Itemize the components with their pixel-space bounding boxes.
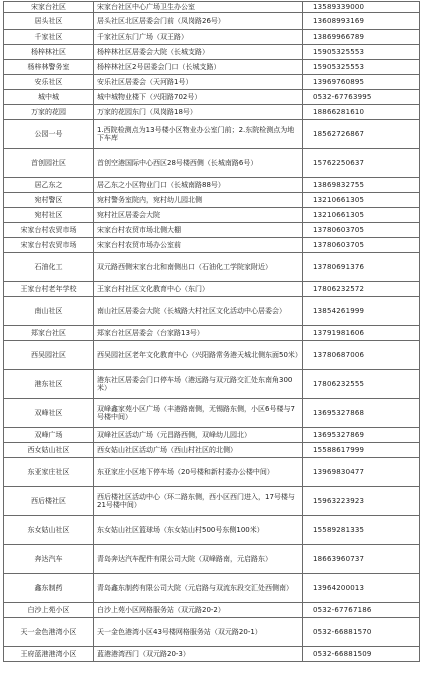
- name-cell: 南山社区: [4, 297, 94, 326]
- phone-cell: 18663960737: [303, 545, 420, 574]
- name-cell: 王府蓝港港湾小区: [4, 647, 94, 662]
- address-cell: 西后楼社区活动中心（环二路东侧，西小区西门进入，17号楼与21号楼中间）: [94, 487, 303, 516]
- phone-cell: 13589339000: [303, 2, 420, 13]
- address-cell: 宋家台村农贸市场办公室前: [94, 238, 303, 253]
- name-cell: 白沙上苑小区: [4, 603, 94, 618]
- table-row: [4, 574, 420, 603]
- address-cell: 天一金色港湾小区43号楼网格服务站（双元路20-1）: [94, 618, 303, 647]
- address-cell: 居乙东之小区物业门口（长城南路88号）: [94, 178, 303, 193]
- address-cell: 首创空港国际中心西区28号楼西侧（长城南路6号）: [94, 149, 303, 178]
- phone-cell: 15905325553: [303, 45, 420, 60]
- phone-cell: 13695327868: [303, 399, 420, 428]
- phone-cell: 13854261999: [303, 297, 420, 326]
- name-cell: 郑家台社区: [4, 326, 94, 341]
- address-cell: 西吴园社区老年文化教育中心（兴阳路常务港天城北侧东面50米）: [94, 341, 303, 370]
- name-cell: 双峰广场: [4, 428, 94, 443]
- table-row: [4, 193, 420, 208]
- name-cell: 居乙东之: [4, 178, 94, 193]
- table-row: [4, 341, 420, 370]
- address-cell: 东亚家庄小区地下停车场（20号楼和新村委办公楼中间）: [94, 458, 303, 487]
- name-cell: 双峰社区: [4, 399, 94, 428]
- phone-cell: 13791981606: [303, 326, 420, 341]
- table-row: [4, 603, 420, 618]
- table-row: [4, 208, 420, 223]
- address-cell: 万家的花园东门（凤岗路18号）: [94, 105, 303, 120]
- address-cell: 居头社区北区居委会门前（凤岗路26号）: [94, 13, 303, 30]
- address-cell: 青岛鑫东制药有限公司大院（元启路与双流东段交汇处西侧南）: [94, 574, 303, 603]
- name-cell: 居头社区: [4, 13, 94, 30]
- phone-cell: 13869966789: [303, 30, 420, 45]
- phone-cell: 17806232555: [303, 370, 420, 399]
- phone-cell: 13969760895: [303, 75, 420, 90]
- address-cell: 青岛奔达汽车配件有限公司大院（双峰路南，元启路东）: [94, 545, 303, 574]
- name-cell: 鑫东制药: [4, 574, 94, 603]
- phone-cell: 15589281335: [303, 516, 420, 545]
- table-row: [4, 647, 420, 662]
- table-row: [4, 297, 420, 326]
- name-cell: 宋家台村农贸市场: [4, 223, 94, 238]
- table-row: [4, 443, 420, 458]
- table-row: [4, 253, 420, 282]
- address-cell: 双峰社区活动广场（元昌路西侧，双峰幼儿园北）: [94, 428, 303, 443]
- phone-cell: 13608993169: [303, 13, 420, 30]
- name-cell: 港东社区: [4, 370, 94, 399]
- address-cell: 双元路西侧宋家台北和南侧出口（石油化工学院家附近）: [94, 253, 303, 282]
- phone-cell: 15905325553: [303, 60, 420, 75]
- table-row: [4, 545, 420, 574]
- table-row: [4, 90, 420, 105]
- table-row: [4, 618, 420, 647]
- phone-cell: 15762250637: [303, 149, 420, 178]
- testing-sites-table: [3, 1, 420, 662]
- phone-cell: 13869832755: [303, 178, 420, 193]
- phone-cell: 0532-66881570: [303, 618, 420, 647]
- phone-cell: 13780687006: [303, 341, 420, 370]
- phone-cell: 18562726867: [303, 120, 420, 149]
- name-cell: 公园一号: [4, 120, 94, 149]
- address-cell: 王家台村社区文化教育中心（东门）: [94, 282, 303, 297]
- address-cell: 杨梓林社区2号居委会门口（长城支路）: [94, 60, 303, 75]
- name-cell: 城中城: [4, 90, 94, 105]
- name-cell: 天一金色港湾小区: [4, 618, 94, 647]
- table-row: [4, 399, 420, 428]
- address-cell: 1.西院检测点为13号楼小区物业办公室门前；2.东院检测点为地下车库: [94, 120, 303, 149]
- phone-cell: 17806232572: [303, 282, 420, 297]
- address-cell: 东女姑山社区篮球场（东女姑山村500号东侧100米）: [94, 516, 303, 545]
- address-cell: 宋家台社区中心广场卫生办公室: [94, 2, 303, 13]
- phone-cell: 13210661305: [303, 208, 420, 223]
- table-row: [4, 30, 420, 45]
- phone-cell: 0532-67767186: [303, 603, 420, 618]
- address-cell: 宋家台村农贸市场北侧大棚: [94, 223, 303, 238]
- table-row: [4, 458, 420, 487]
- table-row: [4, 487, 420, 516]
- phone-cell: 13969830477: [303, 458, 420, 487]
- name-cell: 宛村警区: [4, 193, 94, 208]
- table-row: [4, 149, 420, 178]
- name-cell: 西后楼社区: [4, 487, 94, 516]
- table-row: [4, 75, 420, 90]
- table-row: [4, 370, 420, 399]
- phone-cell: 13780691376: [303, 253, 420, 282]
- name-cell: 奔达汽车: [4, 545, 94, 574]
- table-row: [4, 2, 420, 13]
- name-cell: 杨梓林社区: [4, 45, 94, 60]
- phone-cell: 15963223923: [303, 487, 420, 516]
- table-body: [4, 2, 420, 662]
- address-cell: 千家社区东门广场（双王路）: [94, 30, 303, 45]
- table-row: [4, 223, 420, 238]
- table-row: [4, 60, 420, 75]
- address-cell: 郑家台社区居委会（台家路13号）: [94, 326, 303, 341]
- name-cell: 西女姑山社区: [4, 443, 94, 458]
- address-cell: 宛村警务室院内，宛村幼儿园北侧: [94, 193, 303, 208]
- phone-cell: 13964200013: [303, 574, 420, 603]
- phone-cell: 0532-66881509: [303, 647, 420, 662]
- table-row: [4, 282, 420, 297]
- table-row: [4, 120, 420, 149]
- address-cell: 蓝港港湾西门（双元路20-3）: [94, 647, 303, 662]
- name-cell: 东女姑山社区: [4, 516, 94, 545]
- phone-cell: 15588617999: [303, 443, 420, 458]
- name-cell: 安乐社区: [4, 75, 94, 90]
- name-cell: 宋家台村农贸市场: [4, 238, 94, 253]
- address-cell: 安乐社区居委会（天河路1号）: [94, 75, 303, 90]
- address-cell: 双峰鑫家苑小区广场（丰港路南侧，无锡路东侧，小区6号楼与7号楼中间）: [94, 399, 303, 428]
- phone-cell: 13780603705: [303, 238, 420, 253]
- phone-cell: 0532-67763995: [303, 90, 420, 105]
- name-cell: 宋家台社区: [4, 2, 94, 13]
- address-cell: 宛村社区居委会大院: [94, 208, 303, 223]
- address-cell: 港东社区居委会门口停车场（港远路与双元路交汇处东南角300米）: [94, 370, 303, 399]
- name-cell: 西吴园社区: [4, 341, 94, 370]
- table-row: [4, 516, 420, 545]
- address-cell: 白沙上苑小区网格服务站（双元路20-2）: [94, 603, 303, 618]
- address-cell: 西女姑山社区活动广场（西山村社区的北侧）: [94, 443, 303, 458]
- name-cell: 东亚家庄社区: [4, 458, 94, 487]
- table-row: [4, 105, 420, 120]
- table-row: [4, 13, 420, 30]
- phone-cell: 13695327869: [303, 428, 420, 443]
- phone-cell: 18866281610: [303, 105, 420, 120]
- table-row: [4, 326, 420, 341]
- name-cell: 千家社区: [4, 30, 94, 45]
- name-cell: 万家的花园: [4, 105, 94, 120]
- name-cell: 首创园社区: [4, 149, 94, 178]
- name-cell: 王家台村老年学校: [4, 282, 94, 297]
- address-cell: 城中城物业楼下（兴阳路702号）: [94, 90, 303, 105]
- table-row: [4, 238, 420, 253]
- address-cell: 杨梓林社区居委会大院（长城支路）: [94, 45, 303, 60]
- name-cell: 石油化工: [4, 253, 94, 282]
- name-cell: 杨梓林警务室: [4, 60, 94, 75]
- phone-cell: 13210661305: [303, 193, 420, 208]
- phone-cell: 13780603705: [303, 223, 420, 238]
- table-row: [4, 428, 420, 443]
- address-cell: 南山社区居委会大院（长城路大村社区文化活动中心居委会）: [94, 297, 303, 326]
- table-row: [4, 178, 420, 193]
- table-row: [4, 45, 420, 60]
- name-cell: 宛村社区: [4, 208, 94, 223]
